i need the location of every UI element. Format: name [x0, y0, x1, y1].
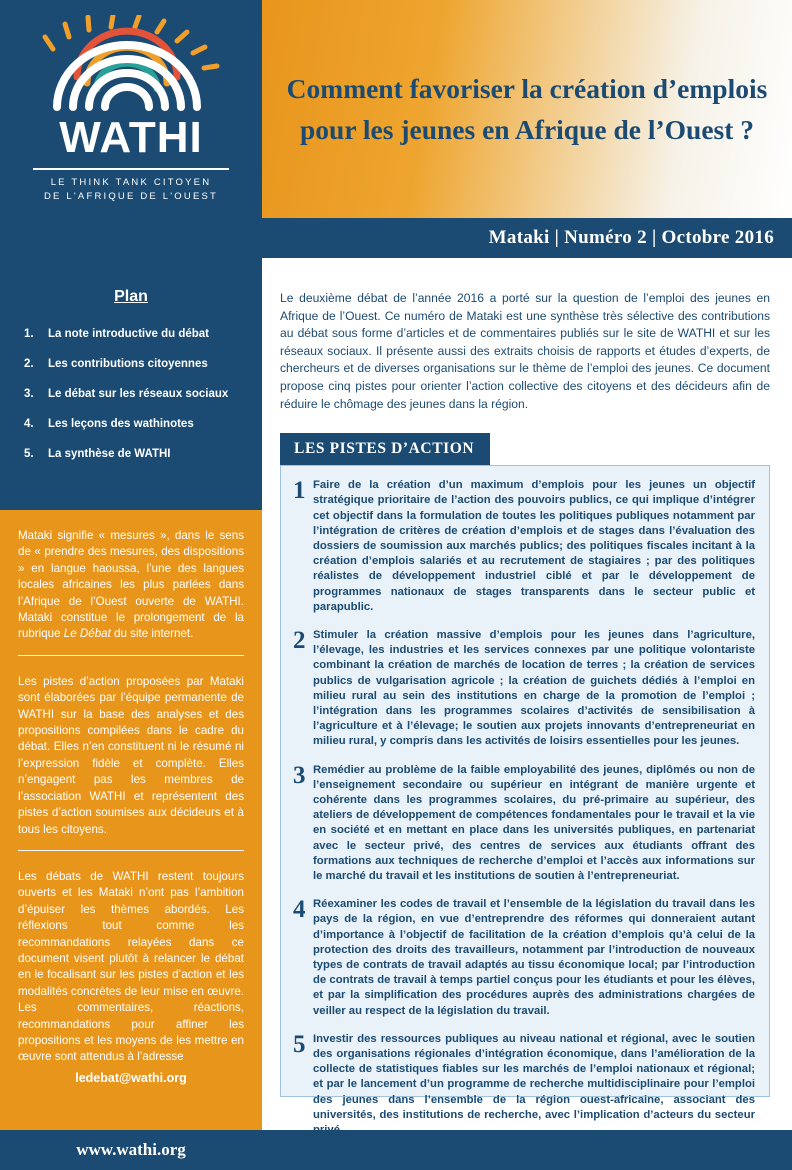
sidebar-divider-1: [18, 655, 244, 656]
piste-text: Stimuler la création massive d’emplois pour les jeunes dans l’agriculture, l’élevage, les industries et les services connexes par une politique volontariste combinant la création de marchés de location de terres ; la création de services publics de vulgarisation agricole ; la création de guichets dédiés à l’emploi en milieu rural au sein des institutions en charge de la promotion de l’emploi ; l’intégration dans les programmes scolaires d’activités de sensibilisation à l’agriculture et à l’élevage; le soutien aux projets innovants d’entrepreneuriat en milieu rural, y compris dans les activités de loisirs essentielles pour les jeunes.: [313, 628, 755, 748]
piste-item: [293, 1032, 755, 1138]
sidebar-note-2: Les pistes d’action proposées par Mataki sont élaborées par l’équipe permanente de WATHI sur la base des analyses et des propositions compilées dans le cadre du débat. Elles n’en constituent ni le résumé ni l’expression fidèle et complète. Elles n’engagent pas les membres de l’association WATHI et représentent des pistes d’action soumises aux décideurs et à tous les citoyens.: [18, 674, 244, 836]
piste-item: [293, 763, 755, 885]
note1-italic: Le Débat: [63, 627, 111, 641]
plan-item-label: La note introductive du débat: [48, 328, 210, 340]
sidebar-note-pistes: [0, 656, 262, 838]
brand-divider: [33, 168, 229, 170]
piste-number: 1: [293, 477, 306, 505]
sunrise-arcs-icon: [31, 15, 231, 111]
document-header: [0, 0, 792, 218]
sidebar-item-2[interactable]: [0, 358, 262, 370]
footer-website[interactable]: www.wathi.org: [76, 1140, 186, 1159]
contact-email-link[interactable]: ledebat@wathi.org: [75, 1070, 187, 1085]
piste-number: 2: [293, 626, 306, 654]
plan-item-number: 3.: [24, 388, 34, 400]
issue-bar: [0, 218, 792, 258]
note1-part2: du site internet.: [110, 627, 194, 641]
sidebar: [0, 258, 262, 1130]
plan-item-label: Le débat sur les réseaux sociaux: [48, 388, 229, 400]
plan-block: [0, 258, 262, 510]
piste-text: Faire de la création d’un maximum d’emplois pour les jeunes un objectif stratégique prioritaire de l’action des pouvoirs publics, ce qui implique d’intégrer cet objectif dans la formulation de toutes les politiques publiques notamment par l’intégration de critères de création d’emplois et de stages dans l’évaluation des dossiers de soumission aux marchés publics; des politiques fiscales incitant à la création d’emplois salariés et au recrutement de stagiaires ; par des politiques réalistes de développement industriel ciblé et par le développement de programmes nationaux de stages transparents dans le secteur public et parapublic.: [313, 479, 755, 613]
document-body: [0, 258, 792, 1137]
brand-tagline-line2: DE L'AFRIQUE DE L'OUEST: [43, 190, 219, 202]
intro-paragraph: Le deuxième débat de l’année 2016 a porté sur la question de l’emploi des jeunes en Afrique de l’Ouest. Ce numéro de Mataki est une synthèse très sélective des contributions au débat sous forme d’articles et de commentaires publiés sur le site de WATHI et sur les réseaux sociaux. Il présente aussi des extraits choisis de rapports et études d’experts, de chercheurs et de diverses organisations sur le thème de l’emploi des jeunes. Ce document propose cinq pistes pour orienter l’action collective des citoyens et des décideurs afin de réduire le chômage des jeunes dans la région.: [280, 291, 770, 411]
plan-item-number: 2.: [24, 358, 34, 370]
piste-text: Investir des ressources publiques au niveau national et régional, avec le soutien des organisations régionales d’intégration économique, dans l’amélioration de la collecte de statistiques fiables sur les marchés de l’emploi nationaux et régional; et par le lancement d’un programme de recherche multidisciplinaire pour l’emploi des jeunes dans l’ensemble de la région ouest-africaine, associant des universités, des institutions de recherche, avec l’implication d’acteurs du secteur privé.: [313, 1032, 755, 1137]
sidebar-note-3: Les débats de WATHI restent toujours ouverts et les Mataki n’ont pas l’ambition d’épuiser les thèmes abordés. Les réflexions tout comme les recommandations relayées dans ce document visent plutôt à relancer le débat en le focalisant sur les pistes d’action et les modalités concrètes de leur mise en œuvre. Les commentaires, réactions, recommandations pour affiner les propositions et les moyens de les mettre en œuvre sont attendus à l’adresse: [18, 869, 244, 1064]
brand-wordmark: WATHI: [59, 112, 203, 162]
plan-item-number: 5.: [24, 448, 34, 460]
logo-panel: [0, 0, 262, 218]
issue-label: Mataki | Numéro 2 | Octobre 2016: [488, 227, 774, 248]
page-title: Comment favoriser la création d’emplois pour les jeunes en Afrique de l’Ouest ?: [286, 73, 768, 145]
sidebar-item-3[interactable]: [0, 388, 262, 400]
piste-number: 3: [293, 761, 306, 789]
sidebar-note-mataki: [0, 510, 262, 643]
main-content: [262, 258, 792, 1137]
plan-title: Plan: [114, 288, 148, 305]
piste-item: [293, 897, 755, 1019]
sidebar-item-5[interactable]: [0, 448, 262, 460]
note1-part1: Mataki signifie « mesures », dans le sens de « prendre des mesures, des dispositions » en langue haoussa, l’une des langues locales africaines les plus parlées dans l’Afrique de l’Ouest ouverte de WATHI. Mataki constitue le prolongement de la rubrique: [18, 529, 244, 641]
plan-item-number: 4.: [24, 418, 34, 430]
plan-item-label: La synthèse de WATHI: [48, 448, 171, 460]
sidebar-item-4[interactable]: [0, 418, 262, 430]
sidebar-note-1: [18, 528, 244, 643]
title-panel: [262, 0, 792, 218]
plan-item-number: 1.: [24, 328, 34, 340]
pistes-list: [280, 465, 770, 1137]
piste-text: Remédier au problème de la faible employabilité des jeunes, diplômés ou non de l’enseignement secondaire ou supérieur en intégrant de manière urgente et cohérente dans les programmes scolaires, du pré-primaire au supérieur, des ateliers de développement de compétences fondamentales pour le travail et la vie en société et en mettant en place dans les universités publiques, en partenariat avec le secteur privé, des centres de services aux étudiants offrant des formations aux techniques de recherche d’emploi et l’accès aux informations sur le marché du travail et les institutions de soutien à l’entrepreneuriat.: [313, 763, 755, 883]
brand-tagline-line1: LE THINK TANK CITOYEN: [50, 176, 212, 188]
brand-tagline: [44, 176, 218, 204]
plan-item-label: Les leçons des wathinotes: [48, 418, 194, 430]
sidebar-note-debats: [0, 851, 262, 1086]
piste-item: [293, 478, 755, 615]
sidebar-divider-2: [18, 850, 244, 851]
piste-number: 5: [293, 1030, 306, 1058]
piste-number: 4: [293, 896, 306, 924]
piste-text: Réexaminer les codes de travail et l’ensemble de la législation du travail dans les pays de la région, en vue d’entreprendre des réformes qui donneraient autant d’importance à l’objectif de facilitation de la création d’emplois qu’à celui de la protection des droits des travailleurs, notamment par l’introduction de nouveaux types de contrats de travail adaptés au tissu économique local; par l’introduction de contrats de travail à temps partiel conçus pour les étudiants et pour les élèves, et par la simplification des procédures auprès des administrations chargées de veiller au respect de la législation du travail.: [313, 898, 755, 1017]
plan-item-label: Les contributions citoyennes: [48, 358, 208, 370]
section-heading-pistes: LES PISTES D’ACTION: [280, 433, 490, 465]
piste-item: [293, 628, 755, 750]
sidebar-item-1[interactable]: [0, 328, 262, 340]
wathi-logo-mark: [31, 15, 231, 111]
